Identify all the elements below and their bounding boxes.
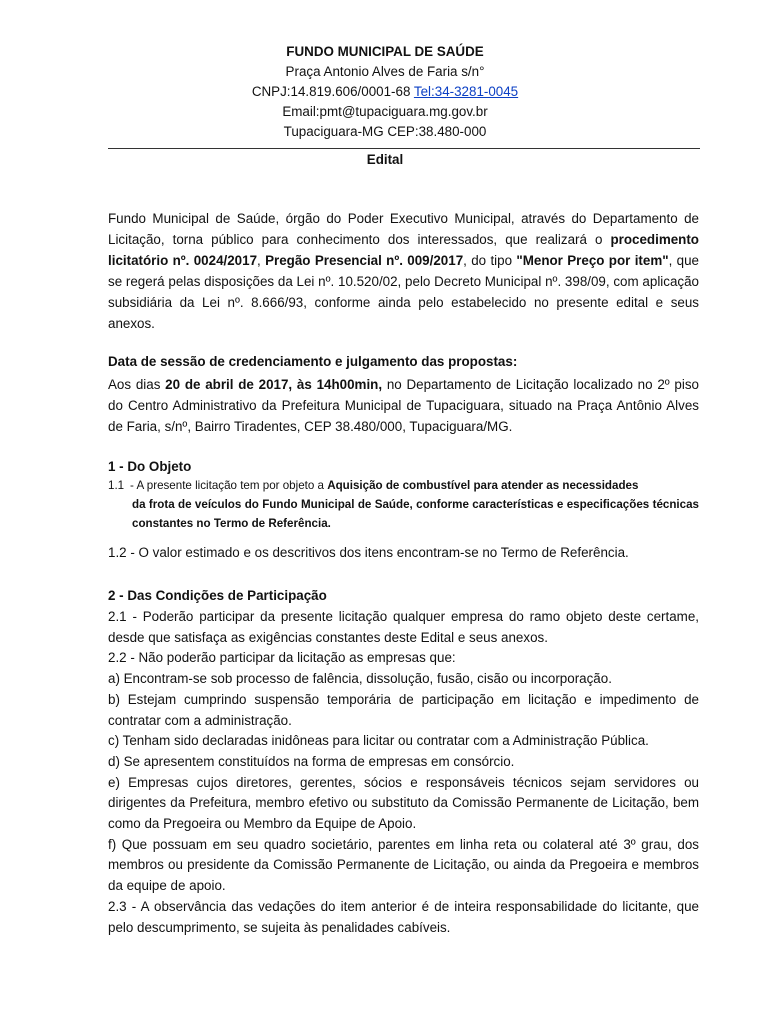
section1-heading: 1 - Do Objeto	[108, 459, 192, 474]
item-1-1-bold-1: Aquisição de combustível para atender as necessidades	[327, 479, 639, 492]
item-2-2: 2.2 - Não poderão participar da licitação as empresas que:	[108, 650, 456, 666]
document-title: Edital	[366, 152, 404, 167]
header-divider	[108, 148, 700, 149]
item-2-2-c: c) Tenham sido declaradas inidôneas para licitar ou contratar com a Administração Pública.	[108, 733, 649, 749]
session-paragraph	[108, 374, 699, 437]
item-2-1: 2.1 - Poderão participar da presente licitação qualquer empresa do ramo objeto deste certame, desde que satisfaça as exigências constantes deste Edital e seus anexos.	[108, 609, 699, 645]
item-1-1	[108, 476, 699, 533]
letterhead	[0, 42, 770, 142]
item-1-1-bold-2: da frota de veículos do Fundo Municipal de Saúde, conforme características e especificações técnicas constantes no Termo de Referência.	[132, 498, 699, 530]
item-2-2-b: b) Estejam cumprindo suspensão temporária de participação em licitação e impedimento de contratar com a administração.	[108, 691, 699, 728]
intro-text-4: , que se regerá pelas disposições da Lei nº. 10.520/02, pelo Decreto Municipal nº. 398/09, com aplicação subsidiária da Lei nº. 8.666/93, conforme ainda pelo estabelecido no presente edital e seus anexos.	[108, 253, 699, 331]
item-2-2-d: d) Se apresentem constituídos na forma de empresas em consórcio.	[108, 753, 515, 769]
section2-heading: 2 - Das Condições de Participação	[108, 588, 327, 603]
intro-type: "Menor Preço por item"	[516, 253, 669, 268]
intro-procedure: procedimento licitatório nº. 0024/2017	[108, 232, 699, 268]
session-heading: Data de sessão de credenciamento e julgamento das propostas:	[108, 354, 518, 369]
item-1-2: 1.2 - O valor estimado e os descritivos dos itens encontram-se no Termo de Referência.	[108, 545, 629, 560]
org-city: Tupaciguara-MG CEP:38.480-000	[283, 124, 487, 139]
item-1-1-number: 1.1	[108, 479, 125, 492]
session-text-2: no Departamento de Licitação localizado no 2º piso do Centro Administrativo da Prefeitura Municipal de Tupaciguara, situado na Praça Antônio Alves de Faria, s/nº, Bairro Tiradentes, CEP 38.480/000, Tupaciguara/MG.	[108, 377, 699, 434]
session-date: 20 de abril de 2017, às 14h00min,	[165, 377, 383, 392]
org-name: FUNDO MUNICIPAL DE SAÚDE	[286, 44, 484, 59]
item-2-2-e: e) Empresas cujos diretores, gerentes, sócios e responsáveis técnicos sejam servidores ou dirigentes da Prefeitura, membro efetivo ou substituto da Comissão Permanente de Licitação, bem como da Pregoeira ou Membro da Equipe de Apoio.	[108, 774, 699, 832]
intro-text-3: , do tipo	[463, 253, 517, 268]
item-2-3: 2.3 - A observância das vedações do item anterior é de inteira responsabilidade do licitante, que pelo descumprimento, se sujeita às penalidades cabíveis.	[108, 898, 699, 935]
intro-pregao: Pregão Presencial nº. 009/2017	[265, 253, 464, 268]
item-2-2-f: f) Que possuam em seu quadro societário, parentes em linha reta ou colateral até 3º grau, dos membros ou presidente da Comissão Permanente de Licitação, ou ainda da Pregoeira e membros da equipe de apoio.	[108, 836, 699, 894]
cnpj: CNPJ:14.819.606/0001-68	[251, 84, 411, 99]
contact-line	[0, 82, 770, 102]
intro-text-2: ,	[257, 253, 266, 268]
intro-paragraph	[108, 208, 699, 334]
item-2-2-a: a) Encontram-se sob processo de falência, dissolução, fusão, cisão ou incorporação.	[108, 671, 612, 687]
section2-body	[108, 607, 699, 938]
phone-link[interactable]: Tel:34-3281-0045	[413, 84, 519, 99]
org-email: Email:pmt@tupaciguara.mg.gov.br	[282, 104, 488, 119]
item-1-1-text: - A presente licitação tem por objeto a	[130, 479, 328, 492]
intro-text-1: Fundo Municipal de Saúde, órgão do Poder Executivo Municipal, através do Departamento de Licitação, torna público para conhecimento dos interessados, que realizará o	[108, 211, 699, 247]
org-address: Praça Antonio Alves de Faria s/n°	[285, 64, 485, 79]
session-text-1: Aos dias	[108, 377, 166, 392]
